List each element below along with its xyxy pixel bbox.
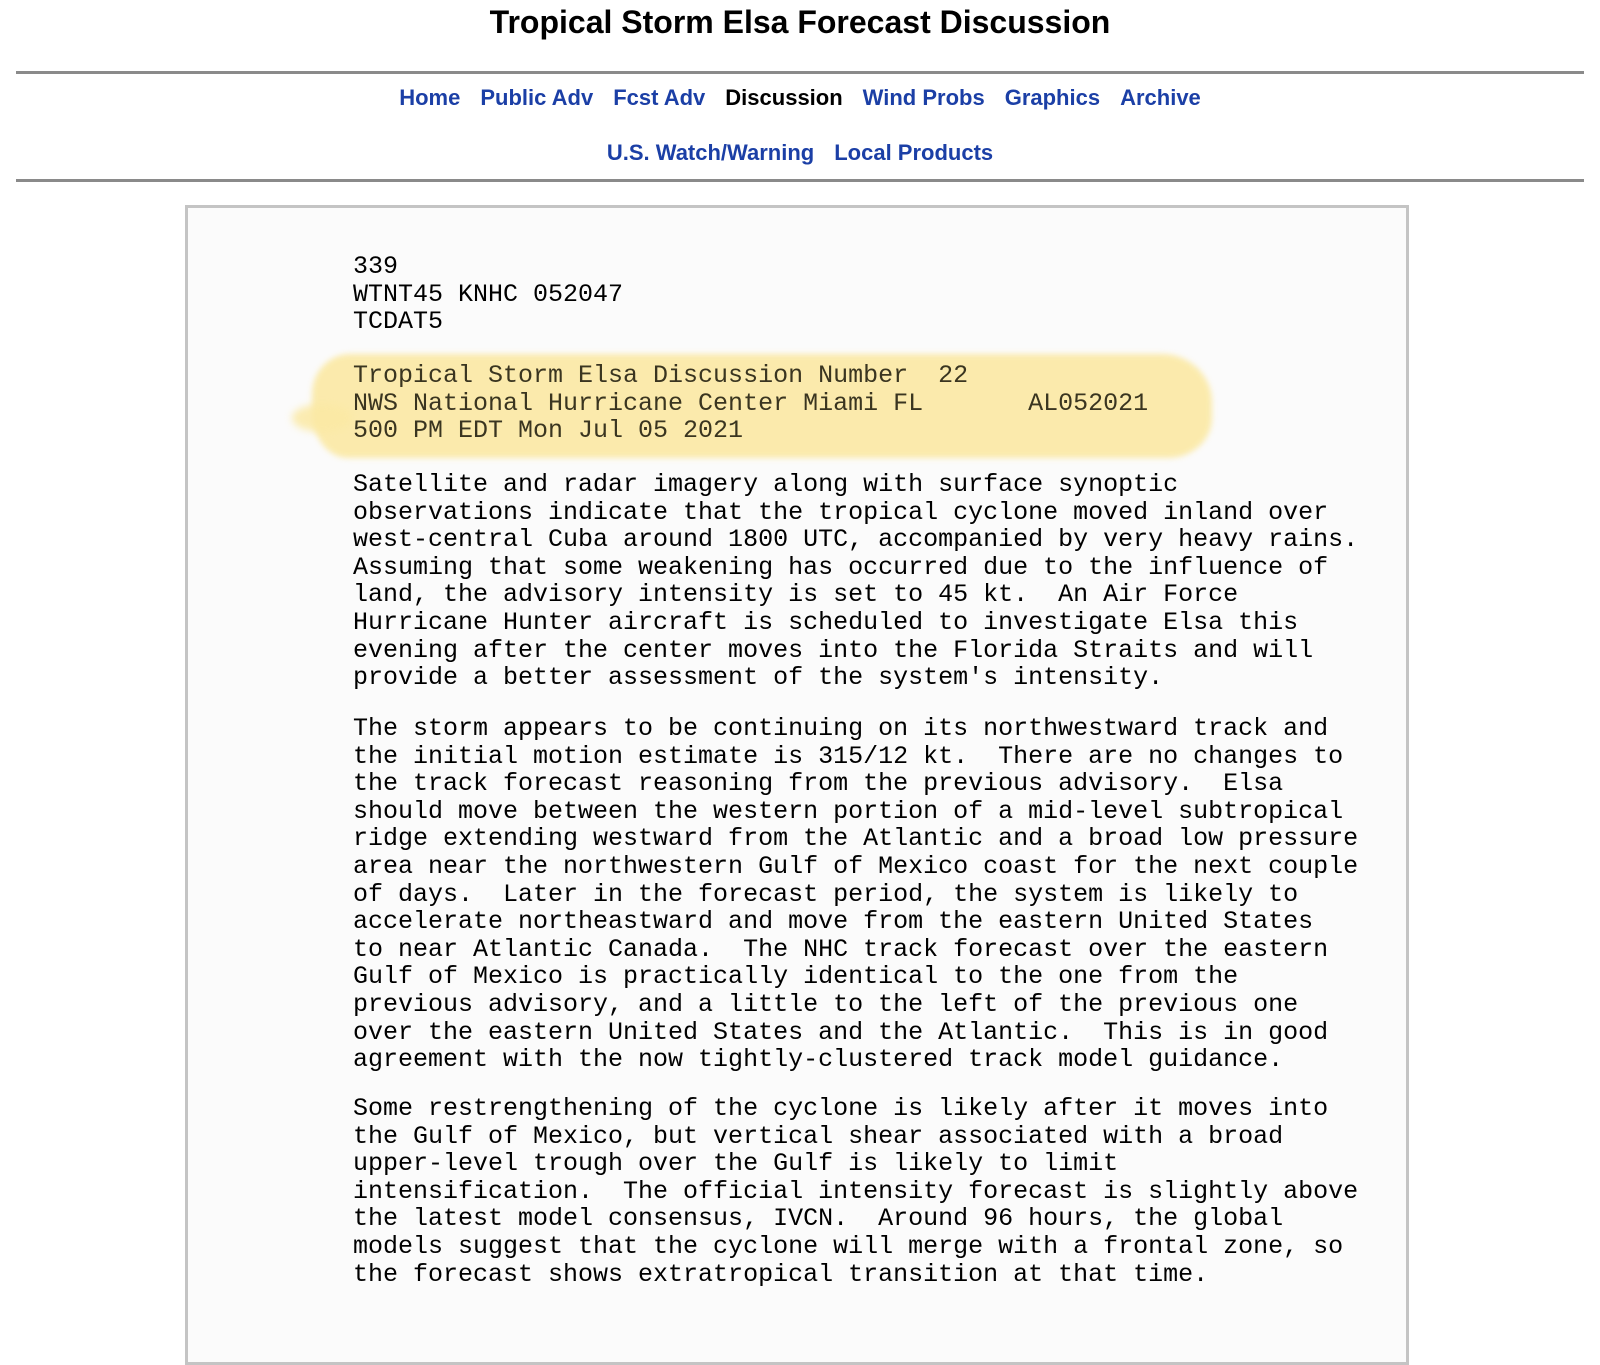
bottom-divider bbox=[16, 179, 1584, 182]
nav-link-fcst-adv[interactable]: Fcst Adv bbox=[613, 85, 706, 110]
nav-link-home[interactable]: Home bbox=[399, 85, 461, 110]
product-header: 339 WTNT45 KNHC 052047 TCDAT5 bbox=[353, 252, 624, 337]
discussion-paragraph: Satellite and radar imagery along with surface synoptic observations indicate that the tropical cyclone moved inland over west-central Cuba around 1800 UTC, accompanied by very heavy rains. Assuming that some weakening has occurred due to the influence of land, the advisory intensity is set to 45 kt. An Air Force Hurricane Hunter aircraft is scheduled to investigate Elsa this evening after the center moves into the Florida Straits and will provide a better assessment of the system's intensity. bbox=[353, 470, 1359, 693]
nav-current-discussion: Discussion bbox=[725, 85, 843, 110]
nav-link-graphics[interactable]: Graphics bbox=[1004, 85, 1101, 110]
nav-link-wind-probs[interactable]: Wind Probs bbox=[862, 85, 985, 110]
nav-bar-primary bbox=[0, 84, 1600, 112]
page-title: Tropical Storm Elsa Forecast Discussion bbox=[489, 4, 1111, 40]
discussion-paragraph: The storm appears to be continuing on its northwestward track and the initial motion estimate is 315/12 kt. There are no changes to the track forecast reasoning from the previous advisory. Elsa should move between the western portion of a mid-level subtropical ridge extending westward from the Atlantic and a broad low pressure area near the northwestern Gulf of Mexico coast for the next couple of days. Later in the forecast period, the system is likely to accelerate northeastward and move from the eastern United States to near Atlantic Canada. The NHC track forecast over the eastern Gulf of Mexico is practically identical to the one from the previous advisory, and a little to the left of the previous one over the eastern United States and the Atlantic. This is in good agreement with the now tightly-clustered track model guidance. bbox=[353, 714, 1359, 1075]
nav-link-us-watch-warning[interactable]: U.S. Watch/Warning bbox=[606, 140, 815, 165]
nav-link-archive[interactable]: Archive bbox=[1120, 85, 1201, 110]
nav-link-local-products[interactable]: Local Products bbox=[834, 140, 994, 165]
highlight-mark-tail bbox=[292, 404, 352, 432]
top-divider bbox=[16, 71, 1584, 74]
discussion-title-block: Tropical Storm Elsa Discussion Number 22 NWS National Hurricane Center Miami FL AL052021 500 PM EDT Mon Jul 05 2021 bbox=[353, 361, 1149, 446]
nav-bar-secondary bbox=[0, 139, 1600, 167]
discussion-paragraph: Some restrengthening of the cyclone is likely after it moves into the Gulf of Mexico, but vertical shear associated with a broad upper-level trough over the Gulf is likely to limit intensification. The official intensity forecast is slightly above the latest model consensus, IVCN. Around 96 hours, the global models suggest that the cyclone will merge with a frontal zone, so the forecast shows extratropical transition at that time. bbox=[353, 1094, 1359, 1289]
nav-link-public-adv[interactable]: Public Adv bbox=[480, 85, 594, 110]
